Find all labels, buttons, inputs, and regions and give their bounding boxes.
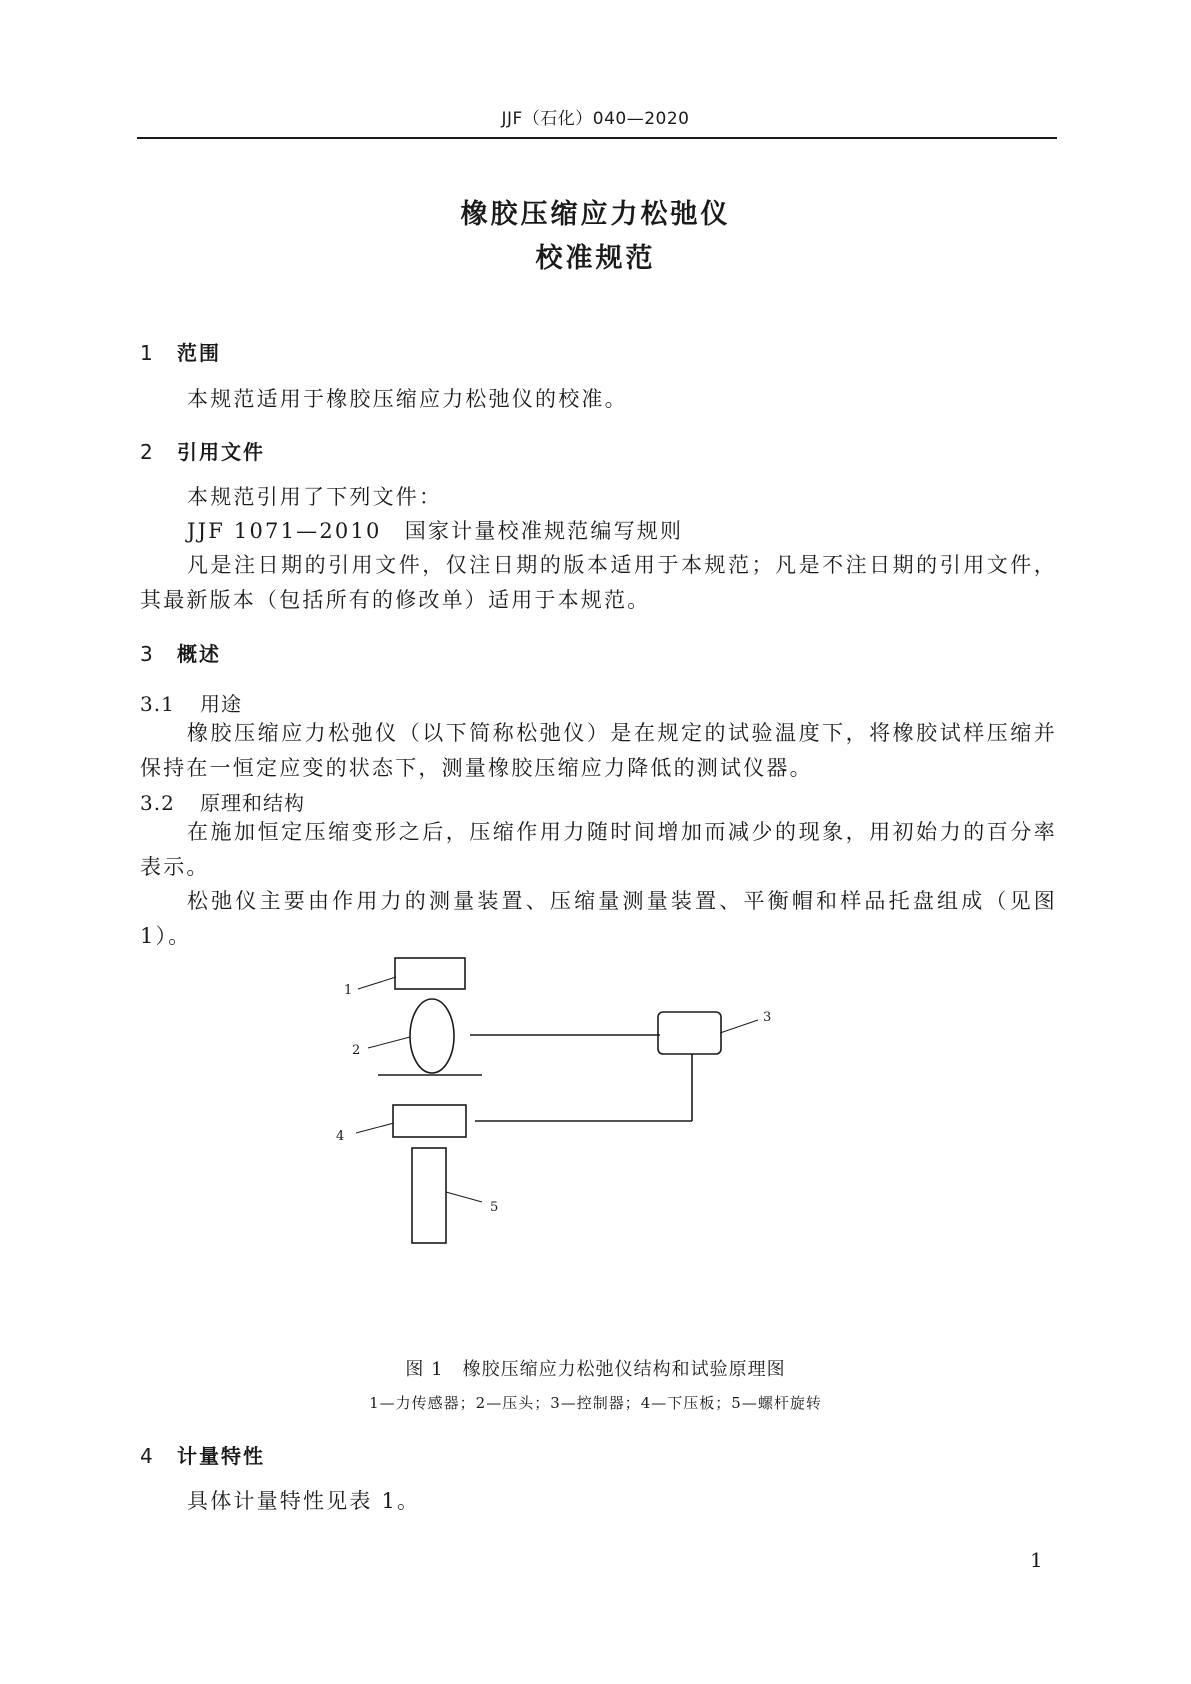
controller-box [658,1012,721,1054]
section-2-reference: JJF 1071—2010 国家计量校准规范编写规则 [187,519,684,543]
label-3: 3 [763,1010,772,1025]
figure-1-caption: 图 1 橡胶压缩应力松弛仪结构和试验原理图 [405,1359,786,1380]
leader-4 [356,1123,394,1133]
section-4-number: 4 [140,1444,155,1468]
section-3-1-number: 3.1 [140,692,175,716]
section-4-heading [140,1440,265,1469]
section-3-heading [140,638,221,667]
leader-2 [368,1037,410,1048]
force-sensor-box [395,958,465,989]
doc-title-line1: 橡胶压缩应力松弛仪 [460,199,731,230]
section-3-2-text1: 在施加恒定压缩变形之后，压缩作用力随时间增加而减少的现象，用初始力的百分率表示。 [140,820,1057,879]
figure-1-legend: 1—力传感器；2—压头；3—控制器；4—下压板；5—螺杆旋转 [369,1394,822,1412]
section-2-title: 引用文件 [177,440,265,464]
page-number: 1 [1030,1548,1043,1572]
header-rule [137,137,1057,139]
leader-5 [446,1192,482,1202]
section-1-text: 本规范适用于橡胶压缩应力松弛仪的校准。 [187,387,628,411]
leader-1 [358,977,396,989]
label-4: 4 [336,1129,345,1144]
section-3-1-title: 用途 [200,692,242,716]
label-1: 1 [344,983,353,998]
screw-rod-box [412,1148,446,1243]
label-5: 5 [490,1200,499,1215]
section-3-number: 3 [140,642,155,666]
section-3-1-text: 橡胶压缩应力松弛仪（以下简称松弛仪）是在规定的试验温度下，将橡胶试样压缩并保持在一恒定应变的状态下，测量橡胶压缩应力降低的测试仪器。 [140,721,1057,780]
figure-1-diagram [330,950,810,1260]
section-1-number: 1 [140,341,155,365]
section-3-2-text2: 松弛仪主要由作用力的测量装置、压缩量测量装置、平衡帽和样品托盘组成（见图 1）。 [140,889,1057,948]
doc-title-line2: 校准规范 [535,243,656,274]
section-1-heading [140,337,221,366]
section-3-2-number: 3.2 [140,791,175,815]
leader-3 [720,1020,758,1033]
header-code: JJF（石化）040—2020 [501,109,690,129]
section-4-title: 计量特性 [177,1444,265,1468]
section-2-heading [140,436,265,465]
label-2: 2 [352,1043,361,1058]
lower-plate-box [393,1105,466,1137]
section-2-intro: 本规范引用了下列文件： [187,485,443,509]
section-3-1-heading [140,688,242,717]
section-2-number: 2 [140,440,155,464]
section-3-title: 概述 [177,642,221,666]
section-2-note: 凡是注日期的引用文件，仅注日期的版本适用于本规范；凡是不注日期的引用文件，其最新版本（包括所有的修改单）适用于本规范。 [140,553,1057,612]
section-3-2-heading [140,787,305,816]
section-3-2-title: 原理和结构 [200,791,305,815]
indenter-ellipse [410,999,454,1073]
section-1-title: 范围 [177,341,221,365]
section-4-text: 具体计量特性见表 1。 [187,1489,421,1513]
